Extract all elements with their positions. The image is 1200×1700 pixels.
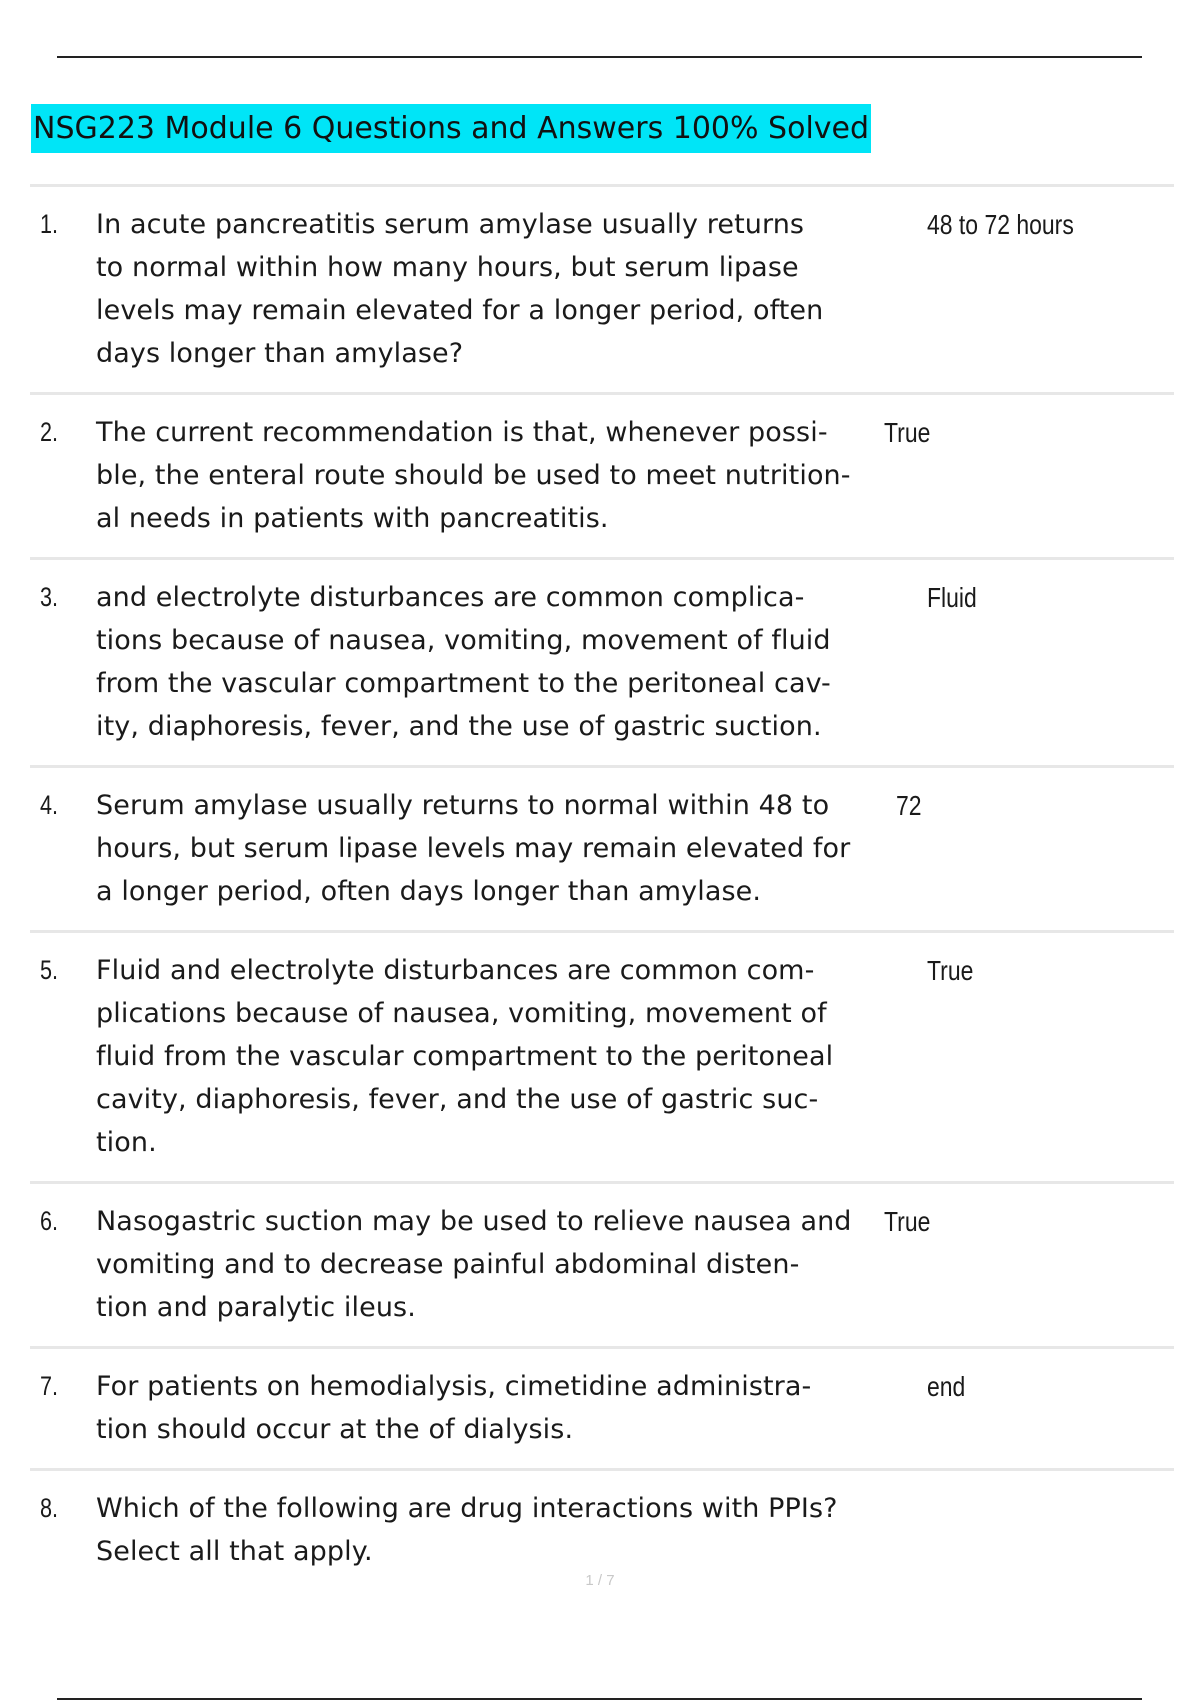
question-number: 2. [40, 417, 59, 447]
answer-text: True [884, 1206, 931, 1237]
answer-text: 72 [896, 790, 922, 821]
qa-row [30, 768, 1174, 933]
qa-row [30, 560, 1174, 768]
answer-text: Fluid [927, 582, 977, 613]
answer-text: True [927, 955, 974, 986]
answer-text: 48 to 72 hours [927, 209, 1074, 240]
qa-row [30, 1349, 1174, 1471]
header-rule [57, 56, 1142, 58]
question-number: 3. [40, 582, 59, 612]
question-text: In acute pancreatitis serum amylase usually returns to normal within how many hours, but serum lipase levels may remain elevated for a longer period, often days longer than amylase? [96, 209, 824, 369]
page-number: 1 / 7 [585, 1572, 615, 1589]
question-text: For patients on hemodialysis, cimetidine administra- tion should occur at the of dialysis. [96, 1371, 812, 1445]
qa-row [30, 395, 1174, 560]
question-number: 5. [40, 955, 59, 985]
question-text: Nasogastric suction may be used to relieve nausea and vomiting and to decrease painful abdominal disten- tion and paralytic ileus. [96, 1206, 852, 1323]
question-text: Serum amylase usually returns to normal within 48 to hours, but serum lipase levels may remain elevated for a longer period, often days longer than amylase. [96, 790, 851, 907]
qa-row [30, 187, 1174, 395]
qa-list [30, 184, 1174, 1590]
document-title: NSG223 Module 6 Questions and Answers 100% Solved [31, 104, 871, 153]
question-text: Which of the following are drug interactions with PPIs? Select all that apply. [96, 1493, 838, 1567]
question-text: and electrolyte disturbances are common complica- tions because of nausea, vomiting, movement of fluid from the vascular compartment to the peritoneal cav- ity, diaphoresis, fever, and the use of gastric suction. [96, 582, 831, 742]
question-number: 7. [40, 1371, 59, 1401]
question-text: Fluid and electrolyte disturbances are common com- plications because of nausea, vomiting, movement of fluid from the vascular compartment to the peritoneal cavity, diaphoresis, fever, and the use of gastric suc- tion. [96, 955, 834, 1158]
question-number: 8. [40, 1493, 59, 1523]
question-text: The current recommendation is that, whenever possi- ble, the enteral route should be used to meet nutrition- al needs in patients with pancreatitis. [96, 417, 851, 534]
qa-row [30, 1184, 1174, 1349]
answer-text: True [884, 417, 931, 448]
question-number: 6. [40, 1206, 59, 1236]
question-number: 4. [40, 790, 59, 820]
qa-row [30, 933, 1174, 1184]
question-number: 1. [40, 209, 59, 239]
answer-text: end [927, 1371, 966, 1402]
